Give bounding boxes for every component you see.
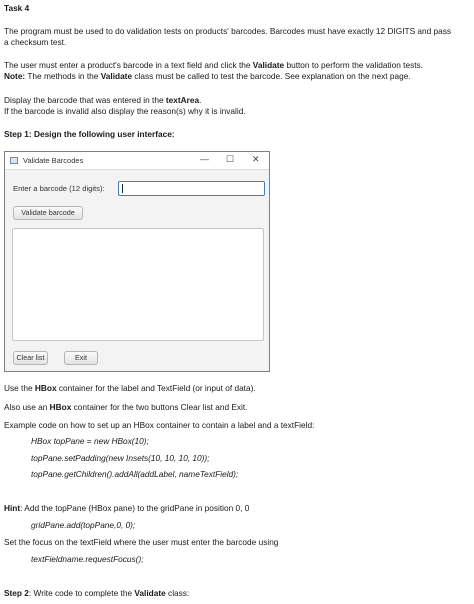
validate-barcodes-window [4,151,270,372]
bold-span: Step 2 [4,588,29,598]
code-line-3: topPane.getChildren().addAll(addLabel, nameTextField); [31,469,239,479]
bold-span: textArea [165,95,200,105]
text-span: : Add the topPane (HBox pane) to the gridPane in position 0, 0 [20,503,250,513]
hint-label: Hint [4,503,21,513]
step2-heading [4,588,189,599]
intro-line-1: The program must be used to do validation tests on products' barcodes. Barcodes must have exactly 12 DIGITS and pass [4,26,452,36]
step1-heading: Step 1: Design the following user interface: [4,129,175,139]
text-caret [122,184,123,193]
bold-span: Validate [252,60,285,70]
bold-span: HBox [49,402,72,412]
barcode-label: Enter a barcode (12 digits): [13,184,105,193]
bold-span: HBox [34,383,57,393]
bold-span: Validate [134,588,166,598]
bold-span: Validate [100,71,133,81]
code-line-2: topPane.setPadding(new Insets(10, 10, 10, 10)); [31,453,210,463]
exit-button[interactable]: Exit [64,351,98,365]
intro-line-2: a checksum test. [4,37,67,47]
window-titlebar [5,152,269,170]
text-span: Also use an [4,402,50,412]
text-span: The user must enter a product's barcode in a text field and click the [4,60,253,70]
text-span: Use the [4,383,35,393]
barcode-input[interactable] [118,181,265,196]
code-line-1: HBox topPane = new HBox(10); [31,436,149,446]
hint-code: gridPane.add(topPane,0, 0); [31,520,136,530]
window-title: Validate Barcodes [23,156,84,165]
text-span: : Write code to complete the [28,588,135,598]
text-span: button to perform the validation tests. [284,60,423,70]
text-span: container for the two buttons Clear list and Exit. [71,402,248,412]
text-span: . [199,95,202,105]
clear-list-button[interactable]: Clear list [13,351,48,365]
text-span: container for the label and TextField (or input of data). [56,383,256,393]
focus-code: textFieldname.requestFocus(); [31,554,144,564]
display-para-line-2: If the barcode is invalid also display the reason(s) why it is invalid. [4,106,246,116]
display-para-line-1 [4,95,201,106]
text-span: class must be called to test the barcode. See explanation on the next page. [132,71,411,81]
app-window-icon [10,157,18,164]
hbox-para-line-1 [4,383,256,394]
hint-line [4,503,249,514]
results-textarea[interactable] [12,228,264,341]
user-para-line-2 [4,71,411,82]
task-title: Task 4 [4,3,30,13]
user-para-line-1 [4,60,423,71]
close-icon[interactable]: ✕ [252,154,260,164]
text-span: The methods in the [25,71,101,81]
focus-line: Set the focus on the textField where the user must enter the barcode using [4,537,279,547]
text-span: class: [165,588,190,598]
validate-barcode-button[interactable]: Validate barcode [13,206,83,220]
maximize-icon[interactable]: ☐ [226,154,235,164]
text-span: Display the barcode that was entered in the [4,95,166,105]
hbox-para-line-3: Example code on how to set up an HBox container to contain a label and a textField: [4,420,315,430]
minimize-icon[interactable]: — [200,154,209,164]
note-label: Note: [4,71,26,81]
hbox-para-line-2 [4,402,248,413]
